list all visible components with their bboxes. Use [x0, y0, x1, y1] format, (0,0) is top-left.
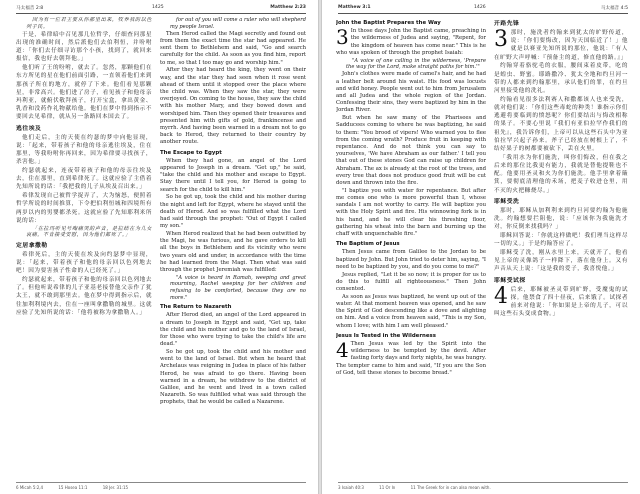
footnote: 11 Or In	[379, 485, 396, 490]
footnote: 18 Jer. 31:15	[102, 485, 129, 490]
running-head-left: Matthew 3:1	[338, 5, 371, 10]
paragraph: 他们走后，主的天使在约瑟的梦中向他显现，说：「起来，带着孩子和他的母亲逃往埃及，住在那里，等我吩咐你再回来，因为希律要寻找孩子，杀害他。」	[16, 134, 152, 166]
paragraph: Then Jesus came from Galilee to the Jordan to be baptized by John. But John tried to deter him, saying, "I need to be baptized by you, and do you come to me?"	[336, 249, 486, 270]
footnote: 3 Isaiah 40:3	[338, 485, 364, 490]
section-heading: The Baptism of Jesus	[336, 241, 400, 248]
paragraph: In those days John the Baptist came, preaching in the wilderness of Judea and saying, "Repent, for the kingdom of heaven has come near." This is he who was spoken of through the prophet Isaiah:	[336, 28, 486, 56]
paragraph: So he got up, took the child and his mother during the night and left for Egypt, where he stayed until the death of Herod. And so was fulfilled what the Lord had said through the prophet: "Out of Egypt I called my son."	[160, 194, 306, 230]
chinese-column	[494, 17, 628, 472]
paragraph: John's clothes were made of camel's hair, and he had a leather belt around his waist. His food was locusts and wild honey. People went out to him from Jerusalem and all Judea and the whole region of the Jordan. Confessing their sins, they were baptized by him in the Jordan River.	[336, 71, 486, 114]
paragraph: 耶稣受了洗，刚从水里上来，天就开了，他看见上帝的灵像鸽子一样降下，落在他身上。又有声音从天上说：「这是我的爱子，我喜悦他。」	[494, 250, 628, 273]
running-head-left: 马太福音 2:8	[16, 6, 44, 11]
paragraph: 他们听了王的吩咐，就去了。忽然，那颗他们在东方所见的星在他们前面引路，一直领着他们来到那孩子所在的地方，就停了下来。他们看见那颗星，非常高兴。他们进了房子，看见孩子和他母亲玛利亚，就俯伏敬拜孩子，打开宝盒，拿出黄金、乳香和没药作礼物献给他。他们在梦中得到指示不要回去见希律，就从另一条路回本国去了。	[16, 65, 152, 121]
paragraph: 那时，耶稣从加利利来到约旦河要约翰为他施洗。约翰想要拦阻他，说：「应该你为我施洗才对，你反倒来找我吗？」	[494, 207, 628, 231]
running-head-right: Matthew 2:23	[270, 5, 306, 10]
section-heading: John the Baptist Prepares the Way	[336, 20, 441, 26]
paragraph: After they had heard the king, they went on their way, and the star they had seen when it rose went ahead of them until it stopped over the place where the child was. When they saw the star, they were overjoyed. On coming to the house, they saw the child with his mother Mary, and they bowed down and worshiped him. Then they opened their treasures and presented him with gifts of gold, frankincense and myrrh. And having been warned in a dream not to go back to Herod, they returned to their country by another route.	[160, 67, 306, 146]
english-column	[160, 17, 306, 472]
paragraph: When Herod realized that he had been outwitted by the Magi, he was furious, and he gave orders to kill all the boys in Bethlehem and its vicinity who were two years old and under, in accordance with the time he had learned from the Magi. Then what was said through the prophet Jeremiah was fulfilled:	[160, 231, 306, 274]
section-heading: 耶稣受洗	[494, 198, 520, 205]
paragraph: 后来，耶稣被圣灵带到旷野，受魔鬼的试探。他禁食了四十昼夜，后来饿了。试探者前来对他说：「你如果是上帝的儿子，可以叫这些石头变成食物。」	[494, 286, 628, 318]
section-heading: The Escape to Egypt	[160, 149, 222, 156]
english-column	[336, 17, 486, 472]
paragraph: 约翰穿着骆驼毛的衣服，腰间束着皮带，吃的是蝗虫、野蜜。耶路撒冷、犹太全地和约旦河一带的人都来到约翰那里，承认他们的罪，在约旦河里接受他的洗礼。	[494, 63, 628, 95]
paragraph: 约瑟就起来，连夜带着孩子和他的母亲往埃及去，住在那里，直到希律死了。这就应验了主借着先知所说的话：「我把我的儿子从埃及召出来。」	[16, 168, 152, 191]
paragraph: When they had gone, an angel of the Lord appeared to Joseph in a dream. "Get up," he said, "take the child and his mother and escape to Egypt. Stay there until I tell you, for Herod is going to search for the child to kill him."	[160, 157, 306, 193]
right-page	[322, 0, 640, 494]
paragraph: 耶稣回答说：「你就这样做吧！我们理当这样尽一切的义。」于是约翰答应了。	[494, 233, 628, 248]
page-number: 1425	[152, 5, 164, 10]
footnote: 11 The Greek for in can also mean with.	[410, 485, 491, 490]
footnotes	[338, 482, 628, 490]
page-number: 1426	[474, 5, 486, 10]
paragraph: Jesus replied, "Let it be so now; it is proper for us to do this to fulfill all righteousness." Then John consented.	[336, 271, 486, 293]
paragraph: 约翰看见很多法利赛人和撒都该人也来受洗，就对他们说：「你们这些毒蛇的种类！谁指示你们逃避将要临到的愤怒呢？你们要结出与悔改相称的果子。不要心里说『我们有亚伯拉罕作我们的祖先』，我告诉你们，上帝可以从这些石头中为亚伯拉罕兴起子孙来。斧子已经放在树根上了，不结好果子的树都要被砍下，丢在火里。	[494, 96, 628, 153]
paragraph: 约瑟就起来，带着孩子和他的母亲回以色列地去了。但他听说希律的儿子亚基老接替他父亲作了犹太王，就不敢到那里去。他在梦中得到指示后，就往加利利境内去，住在一座叫拿撒勒的城里。这就应验了先知所说的话：「他将被称为拿撒勒人。」	[16, 277, 152, 316]
chapter-number: 3	[494, 27, 509, 52]
section-heading: 开路先锋	[494, 21, 520, 27]
section-heading: 定居拿撒勒	[16, 242, 48, 249]
paragraph: 希律死后，主的天使在埃及向约瑟梦中显现，说：「起来，带着孩子和他的母亲回以色列地去吧！因为要害孩子性命的人已经死了。」	[16, 251, 152, 275]
footnotes	[16, 482, 306, 490]
paragraph: 希律发现自己被哲学捉弄了，大为恼怒，便照着哲学所说的时间推算，下令把伯利恒城和四境所有两岁以内的男婴都杀死。这就应验了先知耶利米所说的话：	[16, 193, 152, 224]
section-heading: Jesus Is Tested in the Wilderness	[336, 332, 436, 339]
section-heading: 逃往埃及	[16, 125, 42, 132]
chapter-number: 3	[336, 25, 349, 50]
verse-text: 「在拉玛听见号啕痛哭的声音，是拉结在为儿女哀痛，不肯接受安慰，因为他们都死了。」	[26, 225, 152, 239]
header-rule	[16, 13, 306, 14]
paragraph: As soon as Jesus was baptized, he went up out of the water. At that moment heaven was opened, and he saw the Spirit of God descending like a dove and alighting on him. And a voice from heaven said, "This is my Son, whom I love; with him I am well pleased."	[336, 293, 486, 329]
verse-text: for out of you will come a ruler who will shepherd my people Israel.	[170, 17, 306, 30]
footnote: 6 Micah 5:2,4	[16, 485, 44, 490]
left-page	[0, 0, 318, 494]
paragraph: Then Jesus was led by the Spirit into the wilderness to be tempted by the devil. After fasting forty days and forty nights, he was hungry. The tempter came to him and said, "If you are the Son of God, tell these stones to become bread."	[336, 341, 486, 376]
chinese-column	[16, 17, 152, 472]
chapter-number: 4	[494, 283, 509, 309]
paragraph: Then Herod called the Magi secretly and found out from them the exact time the star had appeared. He sent them to Bethlehem and said, "Go and search carefully for the child. As soon as you find him, report to me, so that I too may go and worship him."	[160, 30, 306, 66]
verse-text: 因为有一位君王要从你那里出来，牧养我的以色列子民。	[26, 17, 152, 30]
running-head-right: 马太福音 4:5	[600, 6, 628, 11]
verse-text: "A voice is heard in Ramah, weeping and great mourning, Rachel weeping for her children and refusing to be comforted, because they are no more."	[170, 274, 306, 301]
section-heading: The Return to Nazareth	[160, 304, 232, 311]
paragraph: After Herod died, an angel of the Lord appeared in a dream to Joseph in Egypt and said, "Get up, take the child and his mother and go to the land of Israel, for those who were trying to take the child's life are dead."	[160, 312, 306, 348]
section-heading: 耶稣受试探	[494, 277, 526, 284]
chapter-number: 4	[336, 338, 349, 363]
paragraph: 「我用水为你们施洗，叫你们悔改，但在我之后来的那位比我更有能力，我就是替他提鞋也不配。他要用圣灵和火为你们施洗。他手里拿着簸箕，要彻底清理他的禾场，把麦子收进仓里，用不灭的火把糠烧尽。」	[494, 154, 628, 194]
paragraph: 于是，希律暗中召见那几位哲学，仔细查问那星出现的准确时间，然后派他们去伯利恒，并吩咐道：「你们去仔细寻访那个小孩，找到了，就回来报信，我也好去朝拜他。」	[16, 31, 152, 63]
paragraph: So he got up, took the child and his mother and went to the land of Israel. But when he heard that Archelaus was reigning in Judea in place of his father Herod, he was afraid to go there. Having been warned in a dream, he withdrew to the district of Galilee, and he went and lived in a town called Nazareth. So was fulfilled what was said through the prophets, that he would be called a Nazarene.	[160, 349, 306, 406]
paragraph: 那时，施洗者约翰来到犹太的旷野传道，说：「你们要悔改，因为天国临近了！」他就是以赛亚先知所说的那位，他说：「有人在旷野大声呼喊：『预备主的道，修直他的路。』」	[494, 30, 628, 61]
header-rule	[338, 13, 628, 14]
paragraph: But when he saw many of the Pharisees and Sadducees coming to where he was baptizing, he said to them: "You brood of vipers! Who warned you to flee from the coming wrath? Produce fruit in keeping with repentance. And do not think you can say to yourselves, 'We have Abraham as our father.' I tell you that out of these stones God can raise up children for Abraham. The ax is already at the root of the trees, and every tree that does not produce good fruit will be cut down and thrown into the fire.	[336, 115, 486, 187]
paragraph: "I baptize you with water for repentance. But after me comes one who is more powerful than I, whose sandals I am not worthy to carry. He will baptize you with the Holy Spirit and fire. His winnowing fork is in his hand, and he will clear his threshing floor, gathering his wheat into the barn and burning up the chaff with unquenchable fire."	[336, 187, 486, 238]
footnote: 15 Hosea 11:1	[58, 485, 88, 490]
verse-text: "A voice of one calling in the wilderness, 'Prepare the way for the Lord, make straight paths for him.'"	[346, 57, 486, 71]
